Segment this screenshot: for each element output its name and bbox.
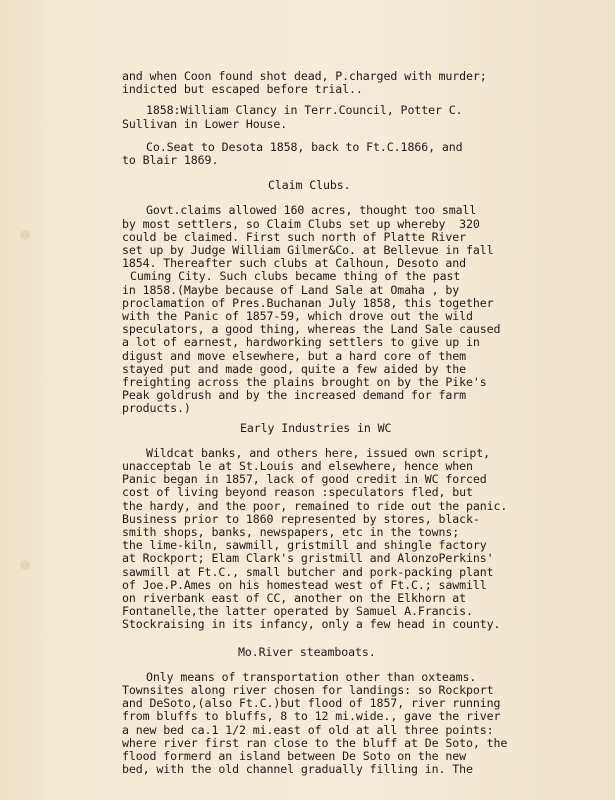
text-line: to Blair 1869.	[122, 153, 219, 167]
section-heading: Early Industries in WC	[240, 420, 392, 435]
text-line: proclamation of Pres.Buchanan July 1858, this together	[122, 295, 494, 310]
text-line: sawmill at Ft.C., small butcher and pork-packing plant	[122, 564, 494, 579]
binder-hole	[20, 230, 30, 240]
text-line: set up by Judge William Gilmer&Co. at Bellevue in fall	[122, 243, 494, 257]
text-line: Stockraising in its infancy, only a few head in county.	[122, 617, 501, 632]
text-line: the hardy, and the poor, remained to ride out the panic.	[122, 498, 508, 513]
text-line: freighting across the plains brought on by the Pike's	[122, 375, 487, 389]
text-line: Townsites along river chosen for landings: so Rockport	[122, 683, 494, 697]
text-line: Only means of transportation other than oxteams.	[146, 669, 477, 684]
text-line: could be claimed. First such north of Platte River	[122, 229, 467, 244]
text-line: of Joe.P.Ames on his homestead west of Ft.C.; sawmill	[122, 577, 487, 592]
text-line: speculators, a good thing, whereas the Land Sale caused	[122, 322, 501, 337]
text-line: unacceptab le at St.Louis and elsewhere, hence when	[122, 459, 473, 473]
text-line: Fontanelle,the latter operated by Samuel A.Francis.	[122, 604, 473, 619]
text-line: products.)	[122, 401, 191, 416]
text-line: stayed put and made good, quite a few aided by the	[122, 361, 467, 376]
text-line: Business prior to 1860 represented by stores, black-	[122, 511, 480, 526]
text-line: in 1858.(Maybe because of Land Sale at Omaha , by	[122, 282, 460, 297]
text-line: Sullivan in Lower House.	[122, 116, 288, 131]
text-line: where river first ran close to the bluff at De Soto, the	[122, 735, 508, 750]
text-line: and DeSoto,(also Ft.C.)but flood of 1857, river running	[122, 696, 501, 711]
text-line: Wildcat banks, and others here, issued own script,	[146, 445, 491, 460]
text-line: digust and move elsewhere, but a hard core of them	[122, 348, 467, 363]
text-line: Co.Seat to Desota 1858, back to Ft.C.1866, and	[146, 139, 463, 154]
text-line: 1858:William Clancy in Terr.Council, Potter C.	[146, 103, 463, 118]
text-line: cost of living beyond reason :speculators fled, but	[122, 485, 473, 500]
text-line: indicted but escaped before trial..	[122, 82, 363, 97]
text-line: Govt.claims allowed 160 acres, thought too small	[146, 203, 477, 218]
text-line: flood formerd an island between De Soto on the new	[122, 749, 467, 763]
text-line: the lime-kiln, sawmill, gristmill and shingle factory	[122, 538, 487, 553]
text-line: a new bed ca.1 1/2 mi.east of old at all three points:	[122, 722, 494, 737]
text-line: Cuming City. Such clubs became thing of the past	[130, 269, 461, 284]
text-line: with the Panic of 1857-59, which drove out the wild	[122, 309, 473, 323]
section-heading: Mo.River steamboats.	[238, 644, 376, 659]
text-line: from bluffs to bluffs, 8 to 12 mi.wide., gave the river	[122, 709, 501, 724]
text-line: smith shops, banks, newspapers, etc in the towns;	[122, 525, 460, 539]
text-line: Peak goldrush and by the increased demand for farm	[122, 388, 467, 403]
text-line: at Rockport; Elam Clark's gristmill and AlonzoPerkins'	[122, 551, 494, 566]
binder-hole	[20, 560, 30, 570]
text-line: by most settlers, so Claim Clubs set up whereby 320	[122, 216, 480, 231]
text-line: 1854. Thereafter such clubs at Calhoun, Desoto and	[122, 256, 467, 271]
text-line: a lot of earnest, hardworking settlers to give up in	[122, 335, 480, 350]
text-line: Panic began in 1857, lack of good credit in WC forced	[122, 472, 487, 487]
section-heading: Claim Clubs.	[268, 178, 351, 193]
text-line: bed, with the old channel gradually filling in. The	[122, 762, 473, 777]
text-line: on riverbank east of CC, another on the Elkhorn at	[122, 591, 467, 605]
text-line: and when Coon found shot dead, P.charged with murder;	[122, 69, 487, 83]
